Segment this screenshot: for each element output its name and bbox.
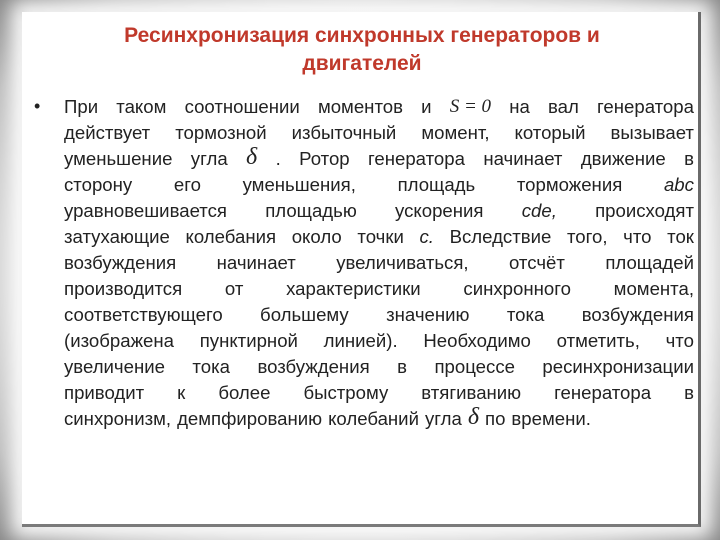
body-word: и xyxy=(421,96,432,117)
body-word: Вследствие xyxy=(449,226,552,247)
body-word: начинает xyxy=(216,252,296,273)
body-word: точки xyxy=(357,226,404,247)
body-line xyxy=(64,406,694,432)
body-word: . xyxy=(275,148,281,169)
body-word: площадью xyxy=(265,200,357,221)
body-word: c. xyxy=(419,226,434,247)
body-word: который xyxy=(514,122,586,143)
body-word: затухающие xyxy=(64,226,170,247)
body-word: увеличение xyxy=(64,356,165,377)
body-word: площадей xyxy=(605,252,694,273)
body-word: таком xyxy=(116,96,167,117)
body-word: колебаний xyxy=(328,408,419,429)
body-word: около xyxy=(291,226,342,247)
body-word: от xyxy=(224,278,244,299)
body-word: Необходимо xyxy=(423,330,531,351)
body-word: вызывает xyxy=(610,122,694,143)
body-word: к xyxy=(177,382,186,403)
body-line xyxy=(64,276,694,302)
body-line xyxy=(64,172,694,198)
body-word: его xyxy=(173,174,201,195)
body-word: отсчёт xyxy=(509,252,565,273)
body-line xyxy=(64,94,694,120)
delta-symbol: δ xyxy=(246,144,258,170)
slide-title: Ресинхронизация синхронных генераторов и двигателей xyxy=(124,24,600,75)
body-word: приводит xyxy=(64,382,145,403)
body-line xyxy=(64,250,694,276)
body-word: ток xyxy=(667,226,694,247)
body-word: того, xyxy=(566,226,608,247)
body-word: характеристики xyxy=(286,278,421,299)
body-word: момент, xyxy=(421,122,490,143)
body-line xyxy=(64,120,694,146)
body-word: демпфированию xyxy=(177,408,323,429)
body-line xyxy=(64,328,694,354)
body-word: быстрому xyxy=(303,382,389,403)
body-line xyxy=(64,302,694,328)
delta-symbol: δ xyxy=(467,404,479,430)
body-word: по xyxy=(485,408,506,429)
body-word: уменьшение xyxy=(64,148,173,169)
body-word: вал xyxy=(548,96,579,117)
body-word: что xyxy=(665,330,694,351)
body-word: возбуждения xyxy=(257,356,370,377)
body-word: синхронизм, xyxy=(64,408,172,429)
body-word: на xyxy=(509,96,530,117)
body-word: действует xyxy=(64,122,151,143)
body-word: генератора xyxy=(597,96,694,117)
body-word: ускорения xyxy=(395,200,484,221)
body-line xyxy=(64,198,694,224)
body-line xyxy=(64,380,694,406)
body-word: cde, xyxy=(521,200,557,221)
body-word: уравновешивается xyxy=(64,200,227,221)
body-word: площадь xyxy=(397,174,476,195)
body-word: отметить, xyxy=(556,330,640,351)
body-word: тока xyxy=(192,356,230,377)
body-word: ресинхронизации xyxy=(542,356,694,377)
slide-canvas xyxy=(22,12,701,527)
body-word: уменьшения, xyxy=(242,174,356,195)
body-word: более xyxy=(218,382,271,403)
body-word: производится xyxy=(64,278,183,299)
body-word: линией). xyxy=(323,330,398,351)
body-word: процессе xyxy=(434,356,515,377)
body-word: пунктирной xyxy=(199,330,298,351)
bullet-marker: • xyxy=(34,96,41,116)
body-word: возбуждения xyxy=(64,252,177,273)
body-line xyxy=(64,224,694,250)
body-word: в xyxy=(397,356,408,377)
body-word: увеличиваться, xyxy=(336,252,469,273)
body-word: соотношении xyxy=(184,96,300,117)
body-line xyxy=(64,354,694,380)
body-word: в xyxy=(684,148,694,169)
body-word: движение xyxy=(580,148,666,169)
body-word: угла xyxy=(424,408,462,429)
body-word: угла xyxy=(190,148,228,169)
body-word: возбуждения xyxy=(581,304,694,325)
body-word: торможения xyxy=(516,174,623,195)
body-word: большему xyxy=(260,304,349,325)
body-word: тока xyxy=(506,304,545,325)
body-word: втягиванию xyxy=(421,382,522,403)
body-word: моментов xyxy=(317,96,403,117)
slide-body-text xyxy=(64,94,694,432)
body-word: При xyxy=(64,96,99,117)
body-word: значению xyxy=(386,304,470,325)
body-word: избыточный xyxy=(291,122,397,143)
body-word: начинает xyxy=(483,148,563,169)
body-word: происходят xyxy=(595,200,694,221)
body-word: в xyxy=(684,382,694,403)
body-word: Ротор xyxy=(299,148,350,169)
body-word: генератора xyxy=(368,148,465,169)
body-word: тормозной xyxy=(175,122,267,143)
body-word: что xyxy=(623,226,652,247)
body-word: сторону xyxy=(64,174,133,195)
body-word: колебания xyxy=(185,226,277,247)
body-word: (изображена xyxy=(64,330,174,351)
body-word: времени. xyxy=(511,408,591,429)
body-word: соответствующего xyxy=(64,304,223,325)
formula-s-equals-zero: S = 0 xyxy=(449,96,492,117)
body-word: момента, xyxy=(613,278,694,299)
body-line xyxy=(64,146,694,172)
body-word: синхронного xyxy=(463,278,571,299)
body-word: abc xyxy=(663,174,694,195)
body-word: генератора xyxy=(554,382,652,403)
